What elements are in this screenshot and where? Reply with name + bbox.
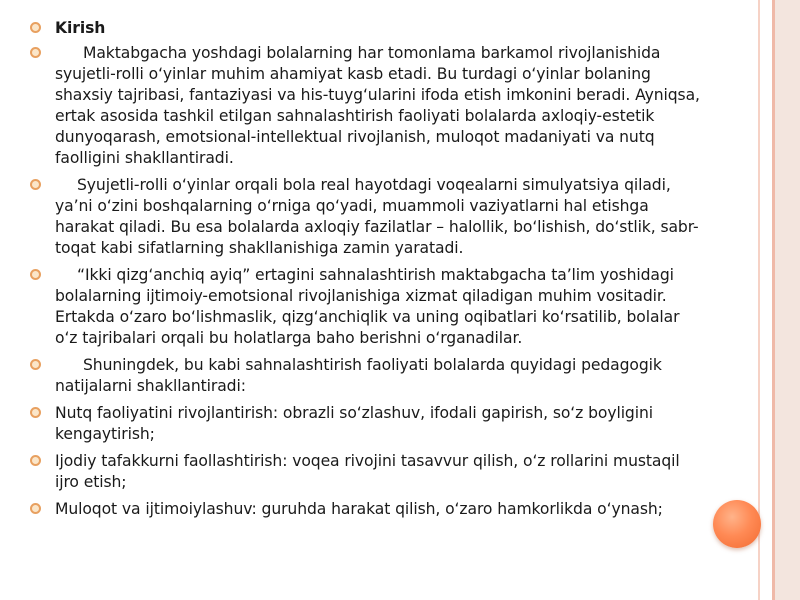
bullet-icon: [30, 359, 42, 371]
bullet-icon: [30, 47, 42, 59]
list-item: [30, 43, 700, 169]
paragraph-text: Ijodiy tafakkurni faollashtirish: voqea rivojini tasavvur qilish, o‘z rollarini mustaqil ijro etish;: [55, 452, 680, 491]
decorative-side-strip: [772, 0, 800, 600]
list-item: [30, 451, 700, 493]
paragraph-text: “Ikki qizg‘anchiq ayiq” ertagini sahnalashtirish maktabgacha ta’lim yoshidagi bolalarning ijtimoiy-emotsional rivojlanishiga xizmat qiladigan muhim vositadir. Ertakda o‘zaro bo‘lishmaslik, qizg‘anchiqlik va uning oqibatlari ko‘rsatilib, bolalar o‘z tajribalari orqali bu holatlarga baho berishni o‘rganadilar.: [55, 266, 680, 347]
heading-item: [30, 18, 700, 39]
list-item: [30, 265, 700, 349]
bullet-icon: [30, 503, 42, 515]
paragraph-text: Shuningdek, bu kabi sahnalashtirish faoliyati bolalarda quyidagi pedagogik natijalarni shakllantiradi:: [55, 356, 662, 395]
paragraph-text: Muloqot va ijtimoiylashuv: guruhda harakat qilish, o‘zaro hamkorlikda o‘ynash;: [55, 500, 663, 518]
paragraph-text: Maktabgacha yoshdagi bolalarning har tomonlama barkamol rivojlanishida syujetli-rolli o‘yinlar muhim ahamiyat kasb etadi. Bu turdagi o‘yinlar bolaning shaxsiy tajribasi, fantaziyasi va his-tuyg‘ularini ifoda etish imkonini beradi. Ayniqsa, ertak asosida tashkil etilgan sahnalashtirish faoliyati bolalarda axloqiy-estetik dunyoqarash, emotsional-intellektual rivojlanish, muloqot madaniyati va nutq faolligini shakllantiradi.: [55, 44, 700, 167]
list-item: [30, 355, 700, 397]
paragraph-text: Nutq faoliyatini rivojlantirish: obrazli so‘zlashuv, ifodali gapirish, so‘z boyligini kengaytirish;: [55, 404, 653, 443]
bullet-icon: [30, 407, 42, 419]
decorative-orange-circle: [713, 500, 761, 548]
bullet-icon: [30, 22, 42, 34]
bullet-icon: [30, 269, 42, 281]
decorative-side-line: [758, 0, 760, 600]
list-item: [30, 499, 700, 520]
slide-content: [30, 18, 700, 526]
bullet-icon: [30, 455, 42, 467]
list-item: [30, 175, 700, 259]
paragraph-text: Syujetli-rolli o‘yinlar orqali bola real hayotdagi voqealarni simulyatsiya qiladi, ya’ni o‘zini boshqalarning o‘rniga qo‘yadi, muammoli vaziyatlarni hal etishga harakat qiladi. Bu esa bolalarda axloqiy fazilatlar – halollik, bo‘lishish, do‘stlik, sabr-toqat kabi sifatlarning shakllanishiga zamin yaratadi.: [55, 176, 699, 257]
slide-heading: Kirish: [55, 19, 106, 37]
bullet-icon: [30, 179, 42, 191]
list-item: [30, 403, 700, 445]
